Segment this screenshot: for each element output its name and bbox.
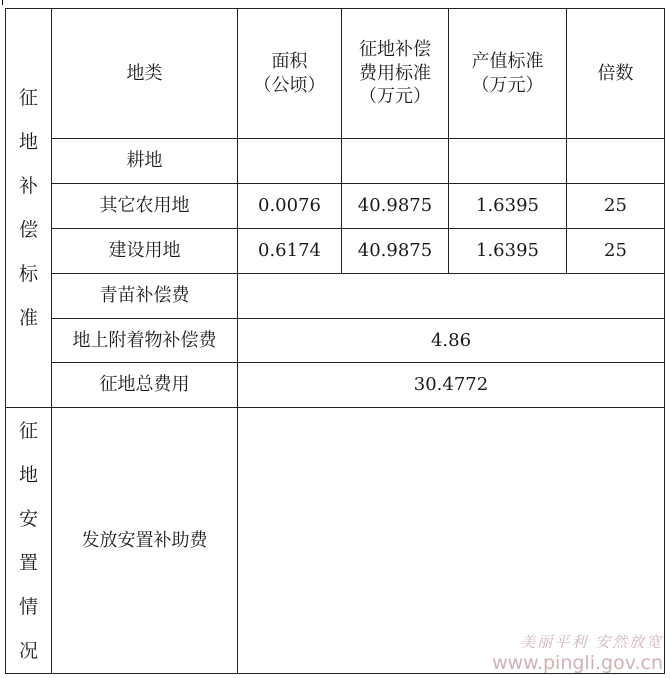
table-row [6, 229, 665, 274]
section-label-text: 征地补偿标准 [18, 87, 38, 329]
row-land-type: 其它农用地 [52, 184, 238, 229]
section-label-text: 征地安置情况 [18, 419, 38, 662]
header-row [6, 9, 665, 139]
header-comp-line2: 费用标准 [359, 62, 431, 84]
site-watermark [492, 631, 663, 674]
header-area [238, 9, 342, 139]
header-area-line1: 面积 [271, 51, 308, 73]
total-label: 征地总费用 [52, 363, 238, 408]
header-multiple: 倍数 [567, 9, 665, 139]
header-land-type: 地类 [52, 9, 238, 139]
seedling-row [6, 274, 665, 319]
row-land-type: 耕地 [52, 139, 238, 184]
row-land-type: 建设用地 [52, 229, 238, 274]
row-area: 0.6174 [238, 229, 342, 274]
total-row [6, 363, 665, 408]
attachment-label: 地上附着物补偿费 [52, 319, 238, 363]
row-area: 0.0076 [238, 184, 342, 229]
row-area [238, 139, 342, 184]
resettlement-label: 发放安置补助费 [52, 408, 238, 674]
header-output-line1: 产值标准 [471, 51, 544, 73]
table-row [6, 139, 665, 184]
section-label-compensation-standard [6, 9, 52, 408]
header-comp-line1: 征地补偿 [359, 39, 431, 61]
seedling-value [238, 274, 665, 319]
row-multiple: 25 [567, 184, 665, 229]
row-output: 1.6395 [449, 184, 567, 229]
row-compensation: 40.9875 [342, 184, 449, 229]
table-row [6, 184, 665, 229]
row-multiple [567, 139, 665, 184]
total-value: 30.4772 [238, 363, 665, 408]
seedling-label: 青苗补偿费 [52, 274, 238, 319]
row-output: 1.6395 [449, 229, 567, 274]
watermark-url: www.pingli.gov.cn [492, 652, 663, 674]
attachment-row [6, 319, 665, 363]
row-compensation: 40.9875 [342, 229, 449, 274]
attachment-value: 4.86 [238, 319, 665, 363]
land-compensation-table [5, 8, 665, 674]
watermark-slogan: 美丽平利 安然放宽 [520, 633, 663, 651]
header-compensation-standard [342, 9, 449, 139]
row-output [449, 139, 567, 184]
corner-mark [2, 0, 3, 5]
header-comp-line3: （万元） [359, 86, 431, 108]
row-compensation [342, 139, 449, 184]
row-multiple: 25 [567, 229, 665, 274]
section-label-resettlement [6, 408, 52, 674]
header-output-line2: （万元） [471, 74, 544, 96]
header-output-standard [449, 9, 567, 139]
header-area-line2: （公顷） [253, 74, 326, 96]
